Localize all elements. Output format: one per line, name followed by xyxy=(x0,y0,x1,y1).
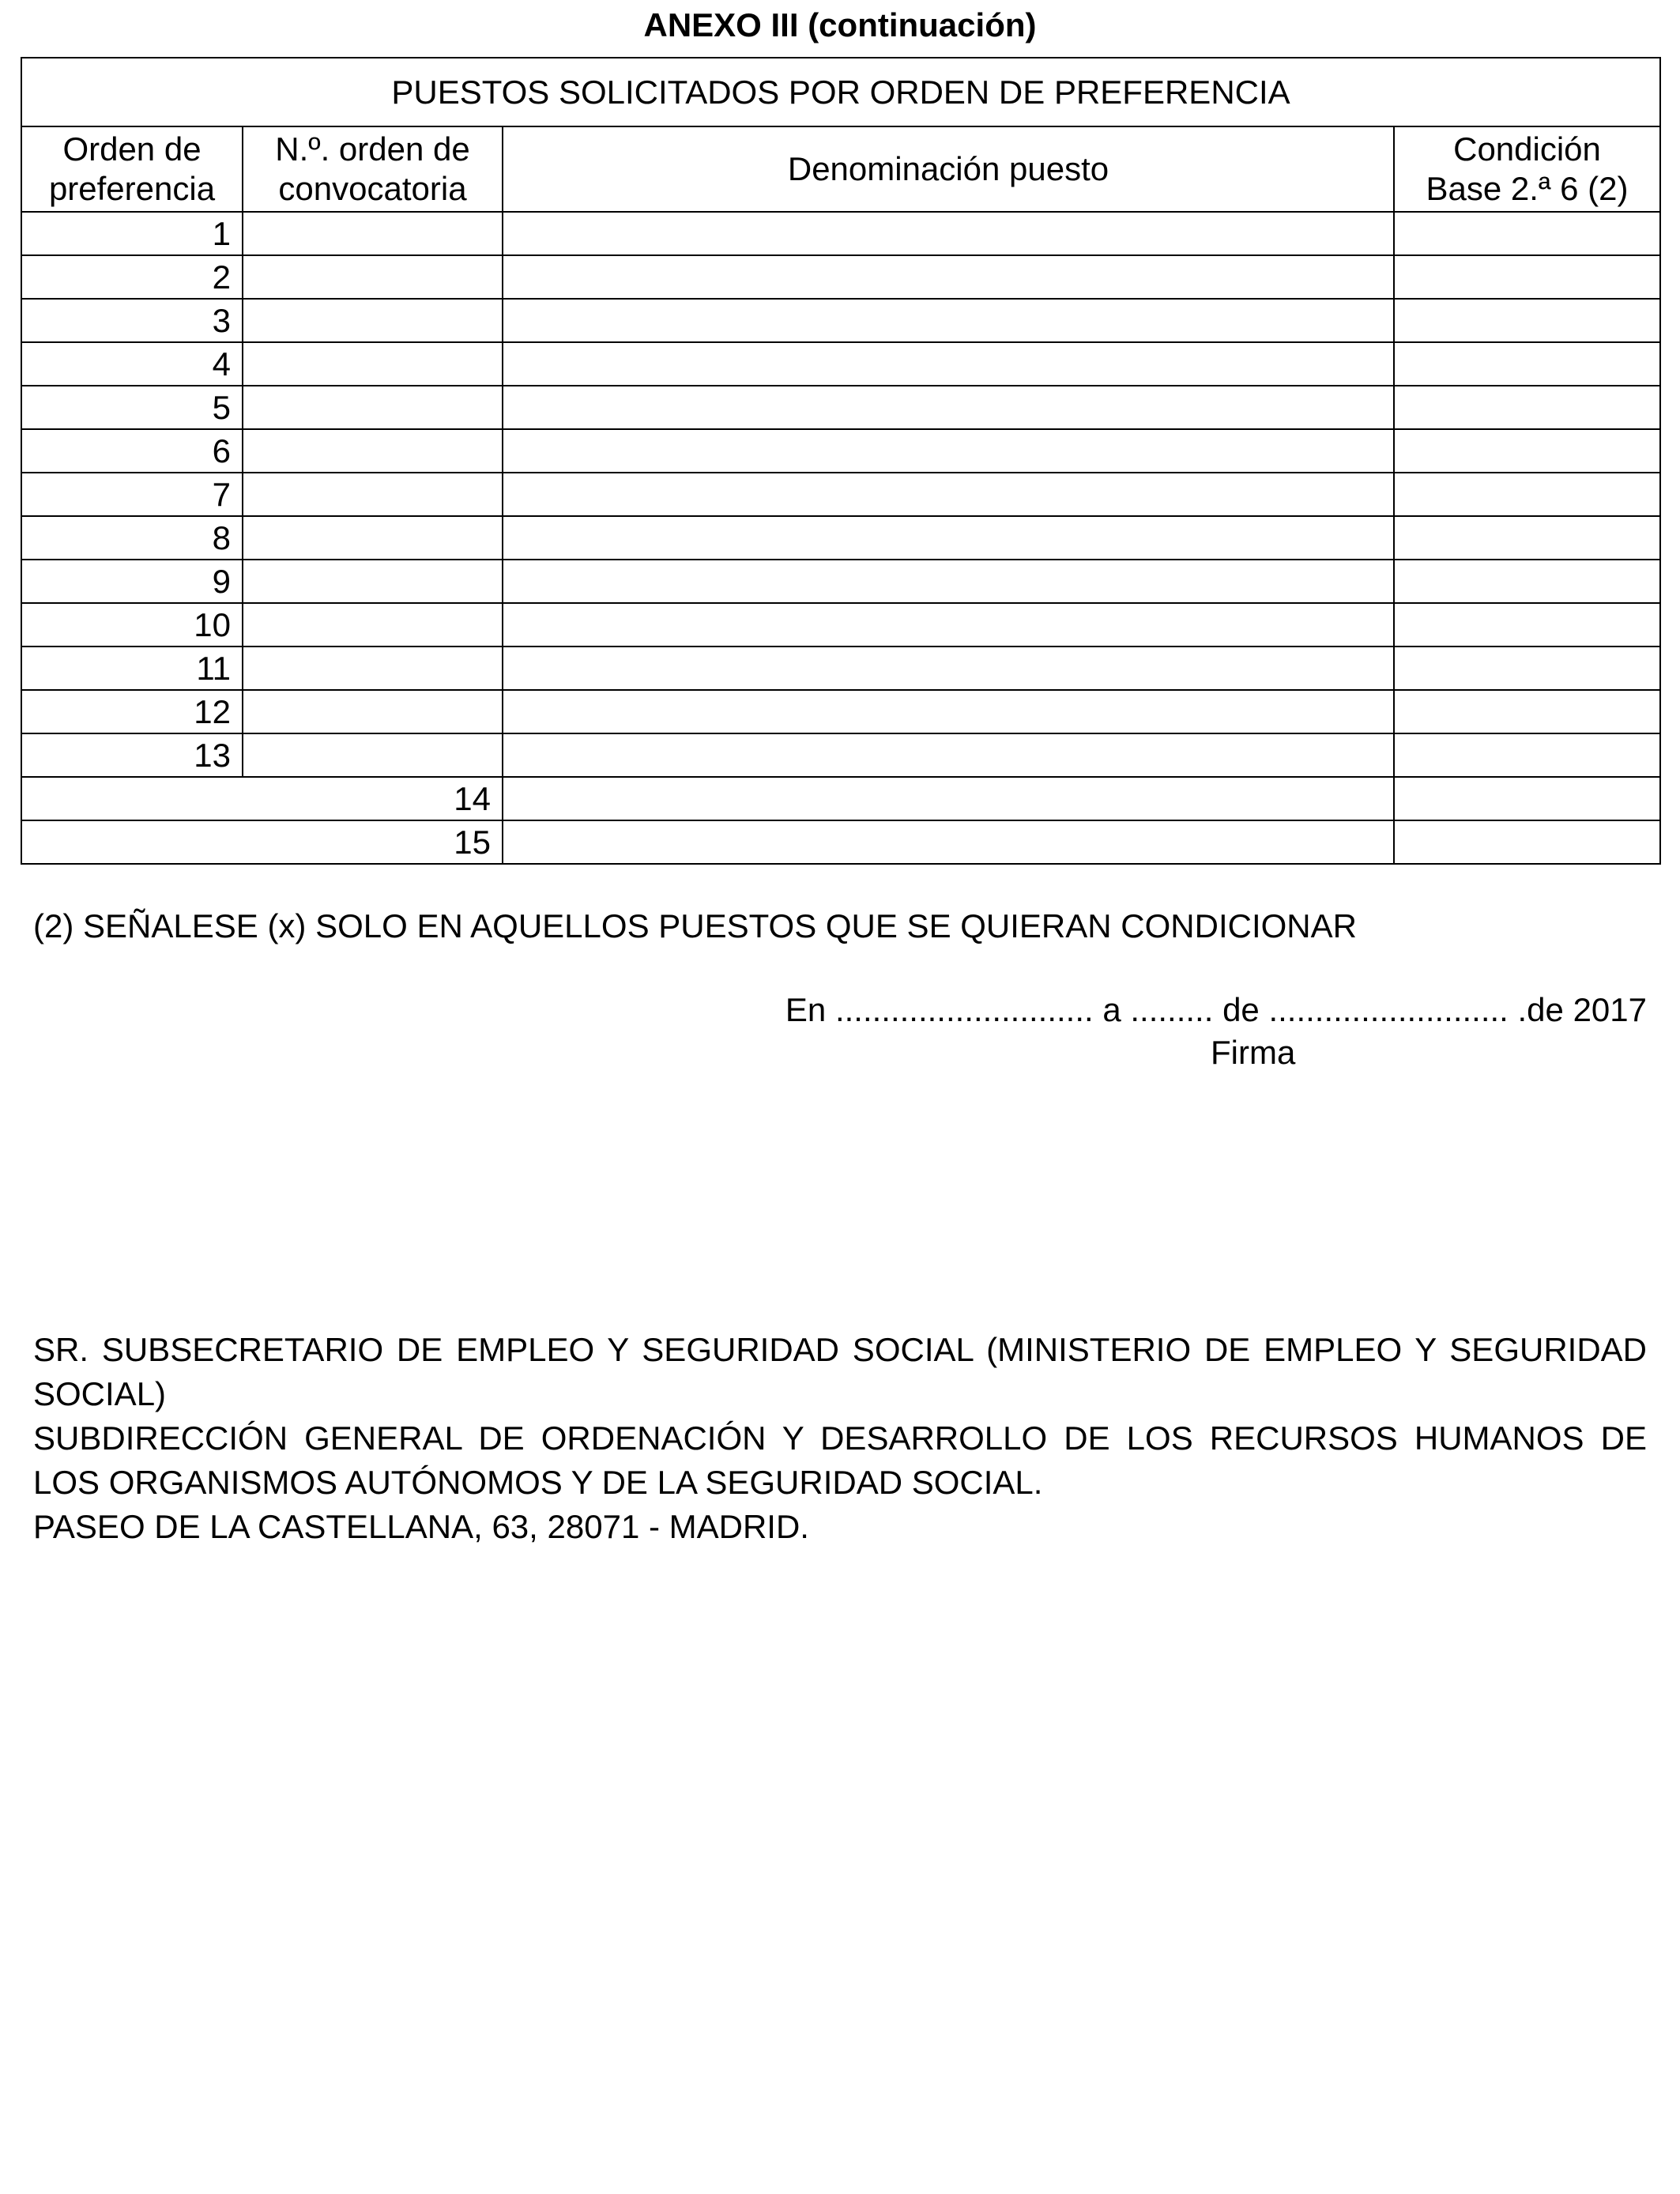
row-number: 8 xyxy=(21,516,243,560)
table-row xyxy=(21,342,1660,386)
table-body xyxy=(21,212,1660,864)
cell-denominacion[interactable] xyxy=(503,212,1394,255)
column-header-numero-line2: convocatoria xyxy=(278,170,467,207)
cell-condicion[interactable] xyxy=(1394,690,1660,733)
column-header-numero xyxy=(243,126,503,212)
cell-denominacion[interactable] xyxy=(503,255,1394,299)
cell-condicion[interactable] xyxy=(1394,299,1660,342)
row-number: 12 xyxy=(21,690,243,733)
cell-condicion[interactable] xyxy=(1394,603,1660,647)
cell-condicion[interactable] xyxy=(1394,777,1660,820)
cell-denominacion[interactable] xyxy=(503,342,1394,386)
table-row xyxy=(21,429,1660,473)
address-block xyxy=(33,1328,1647,1549)
row-number: 14 xyxy=(21,777,503,820)
row-number: 7 xyxy=(21,473,243,516)
cell-numero-convocatoria[interactable] xyxy=(243,299,503,342)
table-caption-row xyxy=(21,58,1660,126)
preferences-table xyxy=(21,57,1661,865)
row-number: 6 xyxy=(21,429,243,473)
table-header-row xyxy=(21,126,1660,212)
table-row xyxy=(21,647,1660,690)
row-number: 9 xyxy=(21,560,243,603)
cell-denominacion[interactable] xyxy=(503,820,1394,864)
cell-condicion[interactable] xyxy=(1394,820,1660,864)
table-row xyxy=(21,386,1660,429)
cell-denominacion[interactable] xyxy=(503,647,1394,690)
signature-label: Firma xyxy=(1211,1034,1296,1071)
address-line-department: SUBDIRECCIÓN GENERAL DE ORDENACIÓN Y DESARROLLO DE LOS RECURSOS HUMANOS DE LOS ORGANISMOS AUTÓNOMOS Y DE LA SEGURIDAD SOCIAL. xyxy=(33,1419,1647,1501)
row-number: 13 xyxy=(21,733,243,777)
column-header-condicion xyxy=(1394,126,1660,212)
table-caption: PUESTOS SOLICITADOS POR ORDEN DE PREFERENCIA xyxy=(21,58,1660,126)
row-number: 10 xyxy=(21,603,243,647)
cell-condicion[interactable] xyxy=(1394,212,1660,255)
column-header-orden xyxy=(21,126,243,212)
table-row xyxy=(21,212,1660,255)
column-header-denominacion: Denominación puesto xyxy=(503,126,1394,212)
footnote: (2) SEÑALESE (x) SOLO EN AQUELLOS PUESTOS QUE SE QUIERAN CONDICIONAR xyxy=(33,907,1357,944)
page-title: ANEXO III (continuación) xyxy=(643,6,1037,43)
cell-numero-convocatoria[interactable] xyxy=(243,473,503,516)
cell-numero-convocatoria[interactable] xyxy=(243,386,503,429)
row-number: 5 xyxy=(21,386,243,429)
cell-numero-convocatoria[interactable] xyxy=(243,690,503,733)
cell-denominacion[interactable] xyxy=(503,386,1394,429)
cell-condicion[interactable] xyxy=(1394,473,1660,516)
cell-numero-convocatoria[interactable] xyxy=(243,429,503,473)
table-row xyxy=(21,690,1660,733)
cell-condicion[interactable] xyxy=(1394,647,1660,690)
table-row xyxy=(21,516,1660,560)
column-header-orden-line2: preferencia xyxy=(48,170,216,207)
table-row xyxy=(21,255,1660,299)
cell-numero-convocatoria[interactable] xyxy=(243,647,503,690)
cell-denominacion[interactable] xyxy=(503,690,1394,733)
cell-condicion[interactable] xyxy=(1394,733,1660,777)
address-line-street: PASEO DE LA CASTELLANA, 63, 28071 - MADRID. xyxy=(33,1508,809,1545)
cell-denominacion[interactable] xyxy=(503,516,1394,560)
cell-condicion[interactable] xyxy=(1394,516,1660,560)
cell-denominacion[interactable] xyxy=(503,299,1394,342)
table-row xyxy=(21,777,1660,820)
cell-denominacion[interactable] xyxy=(503,560,1394,603)
cell-denominacion[interactable] xyxy=(503,429,1394,473)
cell-numero-convocatoria[interactable] xyxy=(243,342,503,386)
table-row xyxy=(21,560,1660,603)
column-header-numero-line1: N.º. orden de xyxy=(275,130,470,168)
cell-numero-convocatoria[interactable] xyxy=(243,255,503,299)
cell-condicion[interactable] xyxy=(1394,386,1660,429)
cell-numero-convocatoria[interactable] xyxy=(243,603,503,647)
row-number: 1 xyxy=(21,212,243,255)
table-row xyxy=(21,473,1660,516)
row-number: 3 xyxy=(21,299,243,342)
cell-condicion[interactable] xyxy=(1394,429,1660,473)
row-number: 4 xyxy=(21,342,243,386)
cell-denominacion[interactable] xyxy=(503,733,1394,777)
table-row xyxy=(21,733,1660,777)
cell-numero-convocatoria[interactable] xyxy=(243,516,503,560)
table-row xyxy=(21,820,1660,864)
cell-denominacion[interactable] xyxy=(503,777,1394,820)
cell-condicion[interactable] xyxy=(1394,560,1660,603)
cell-condicion[interactable] xyxy=(1394,342,1660,386)
cell-denominacion[interactable] xyxy=(503,603,1394,647)
table-row xyxy=(21,603,1660,647)
row-number: 11 xyxy=(21,647,243,690)
row-number: 2 xyxy=(21,255,243,299)
column-header-condicion-line2: Base 2.ª 6 (2) xyxy=(1426,170,1629,207)
column-header-orden-line1: Orden de xyxy=(62,130,202,168)
cell-numero-convocatoria[interactable] xyxy=(243,212,503,255)
row-number: 15 xyxy=(21,820,503,864)
date-line: En ............................ a ......... de .......................... .de 2017 xyxy=(785,991,1647,1028)
cell-numero-convocatoria[interactable] xyxy=(243,733,503,777)
cell-condicion[interactable] xyxy=(1394,255,1660,299)
cell-numero-convocatoria[interactable] xyxy=(243,560,503,603)
cell-denominacion[interactable] xyxy=(503,473,1394,516)
column-header-condicion-line1: Condición xyxy=(1453,130,1601,168)
table-row xyxy=(21,299,1660,342)
address-line-recipient: SR. SUBSECRETARIO DE EMPLEO Y SEGURIDAD SOCIAL (MINISTERIO DE EMPLEO Y SEGURIDAD SOCIAL) xyxy=(33,1331,1647,1412)
